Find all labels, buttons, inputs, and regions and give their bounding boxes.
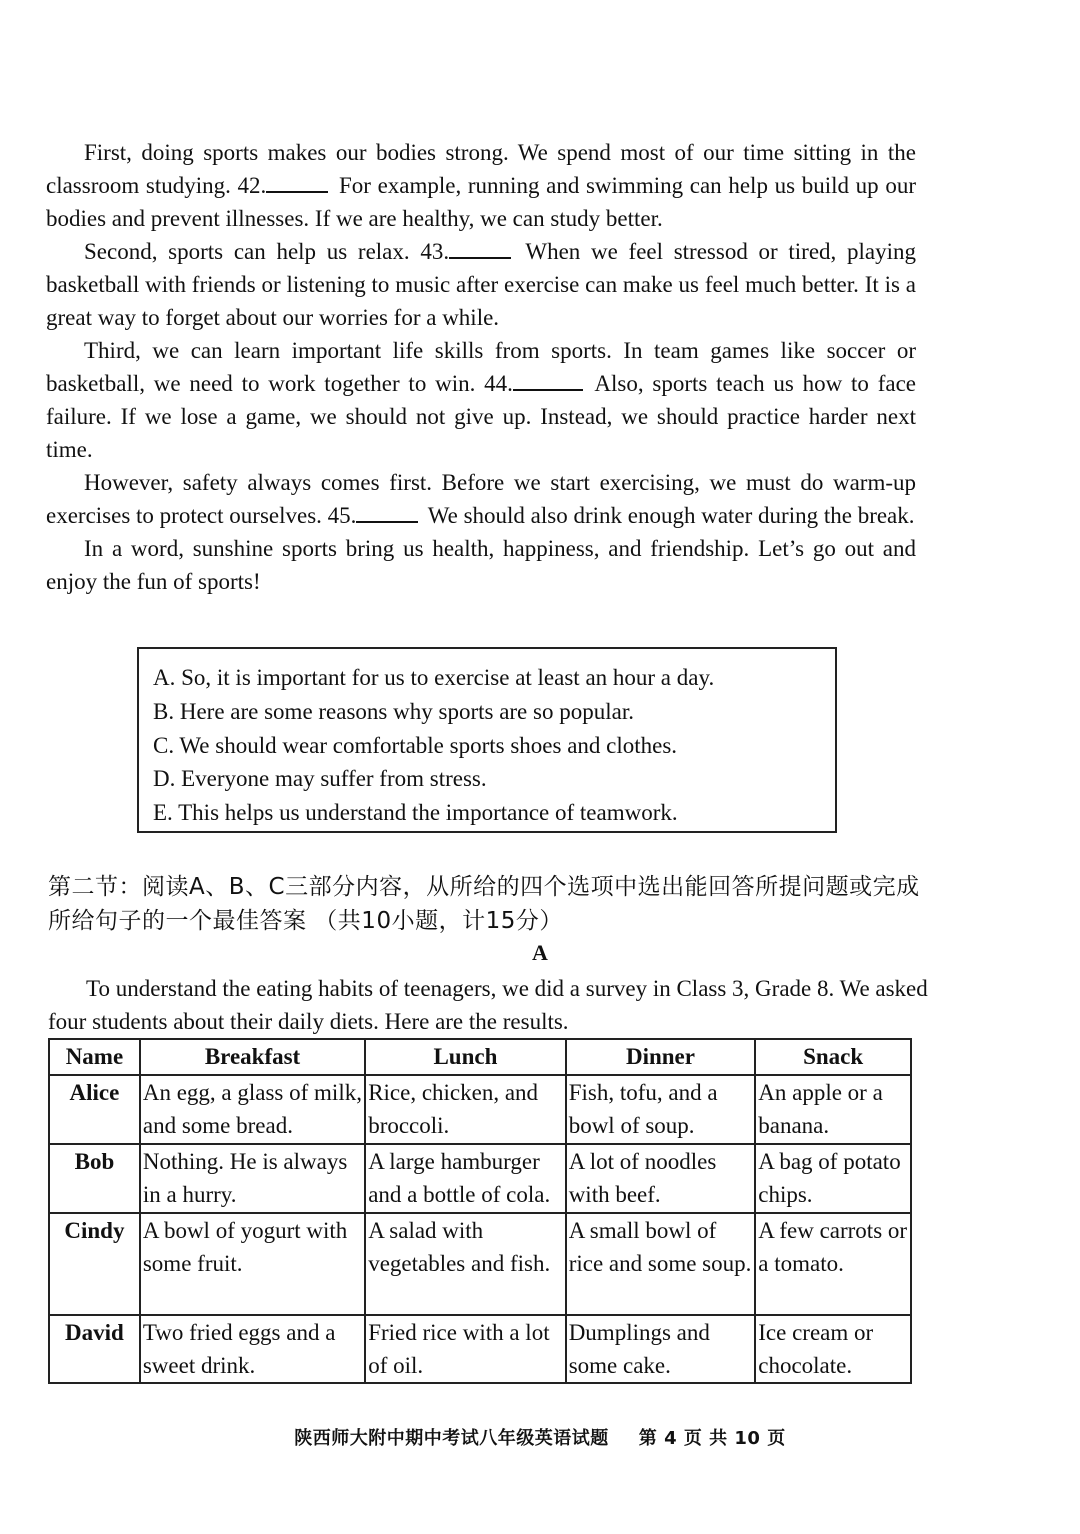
paragraph-3-text-cont: Also, sports teach us how to face failure. If we lose a game, we should not give up. Instead, we should practice harder next time.	[46, 371, 916, 462]
dinner-cell: A small bowl of rice and some soup.	[566, 1213, 756, 1315]
blank-45[interactable]	[356, 501, 418, 523]
option-c: C. We should wear comfortable sports shoes and clothes.	[153, 732, 678, 758]
student-name: David	[49, 1315, 140, 1383]
header-dinner: Dinner	[566, 1039, 756, 1075]
table-row	[49, 1144, 911, 1213]
paragraph-4-text-cont: We should also drink enough water during the break.	[422, 503, 915, 528]
diet-survey-table	[48, 1038, 912, 1384]
blank-44[interactable]	[513, 369, 583, 391]
breakfast-cell: Nothing. He is always in a hurry.	[140, 1144, 365, 1213]
snack-cell: A bag of potato chips.	[755, 1144, 911, 1213]
dinner-cell: A lot of noodles with beef.	[566, 1144, 756, 1213]
option-d: D. Everyone may suffer from stress.	[153, 766, 487, 792]
lunch-cell: Rice, chicken, and broccoli.	[365, 1075, 566, 1144]
breakfast-cell: Two fried eggs and a sweet drink.	[140, 1315, 365, 1383]
breakfast-cell: A bowl of yogurt with some fruit.	[140, 1213, 365, 1315]
student-name: Cindy	[49, 1213, 140, 1315]
paragraph-5: In a word, sunshine sports bring us health, happiness, and friendship. Let’s go out and enjoy the fun of sports!	[46, 536, 916, 594]
header-name: Name	[49, 1039, 140, 1075]
lunch-cell: A salad with vegetables and fish.	[365, 1213, 566, 1315]
snack-cell: A few carrots or a tomato.	[755, 1213, 911, 1315]
table-header-row	[49, 1039, 911, 1075]
part-title: A	[532, 940, 548, 965]
section-heading: 第二节：阅读A、B、C三部分内容，从所给的四个选项中选出能回答所提问题或完成所给句子的一个最佳答案 （共10小题，计15分）	[48, 874, 920, 934]
table-row	[49, 1213, 911, 1315]
blank-43[interactable]	[449, 237, 511, 259]
page-number: 第 4 页 共 10 页	[638, 1428, 786, 1449]
option-b: B. Here are some reasons why sports are so popular.	[153, 698, 634, 724]
snack-cell: An apple or a banana.	[755, 1075, 911, 1144]
survey-intro-text: To understand the eating habits of teenagers, we did a survey in Class 3, Grade 8. We asked four students about their daily diets. Here are the results.	[48, 976, 928, 1034]
breakfast-cell: An egg, a glass of milk, and some bread.	[140, 1075, 365, 1144]
paragraph-1-text-cont: For example, running and swimming can help us build up our bodies and prevent illnesses. If we are healthy, we can study better.	[46, 173, 916, 231]
paragraph-2-text-cont: When we feel stressod or tired, playing basketball with friends or listening to music after exercise can make us feel much better. It is a great way to forget about our worries for a while.	[46, 239, 916, 330]
option-a: A. So, it is important for us to exercise at least an hour a day.	[153, 665, 715, 690]
blank-42[interactable]	[266, 171, 328, 193]
student-name: Alice	[49, 1075, 140, 1144]
page-footer	[0, 1424, 1080, 1450]
paragraph-4	[46, 466, 916, 532]
paragraph-3-text: Third, we can learn important life skills from sports. In team games like soccer or basketball, we need to work together to win. 44.	[46, 338, 916, 396]
exam-title: 陕西师大附中期中考试八年级英语试题	[294, 1428, 609, 1449]
snack-cell: Ice cream or chocolate.	[755, 1315, 911, 1383]
dinner-cell: Dumplings and some cake.	[566, 1315, 756, 1383]
option-e: E. This helps us understand the importance of teamwork.	[153, 800, 678, 826]
dinner-cell: Fish, tofu, and a bowl of soup.	[566, 1075, 756, 1144]
lunch-cell: A large hamburger and a bottle of cola.	[365, 1144, 566, 1213]
paragraph-4-text: However, safety always comes first. Before we start exercising, we must do warm-up exercises to protect ourselves. 45.	[46, 470, 916, 528]
survey-intro	[48, 972, 928, 1038]
paragraph-3	[46, 334, 916, 466]
paragraph-1-text: First, doing sports makes our bodies strong. We spend most of our time sitting in the classroom studying. 42.	[46, 140, 916, 198]
lunch-cell: Fried rice with a lot of oil.	[365, 1315, 566, 1383]
paragraph-1	[46, 136, 916, 235]
header-snack: Snack	[755, 1039, 911, 1075]
reading-passage	[46, 136, 916, 598]
table-row	[49, 1075, 911, 1144]
student-name: Bob	[49, 1144, 140, 1213]
options-box	[137, 647, 837, 833]
header-breakfast: Breakfast	[140, 1039, 365, 1075]
header-lunch: Lunch	[365, 1039, 566, 1075]
table-row	[49, 1315, 911, 1383]
paragraph-2	[46, 235, 916, 334]
paragraph-2-text: Second, sports can help us relax. 43.	[84, 239, 450, 264]
